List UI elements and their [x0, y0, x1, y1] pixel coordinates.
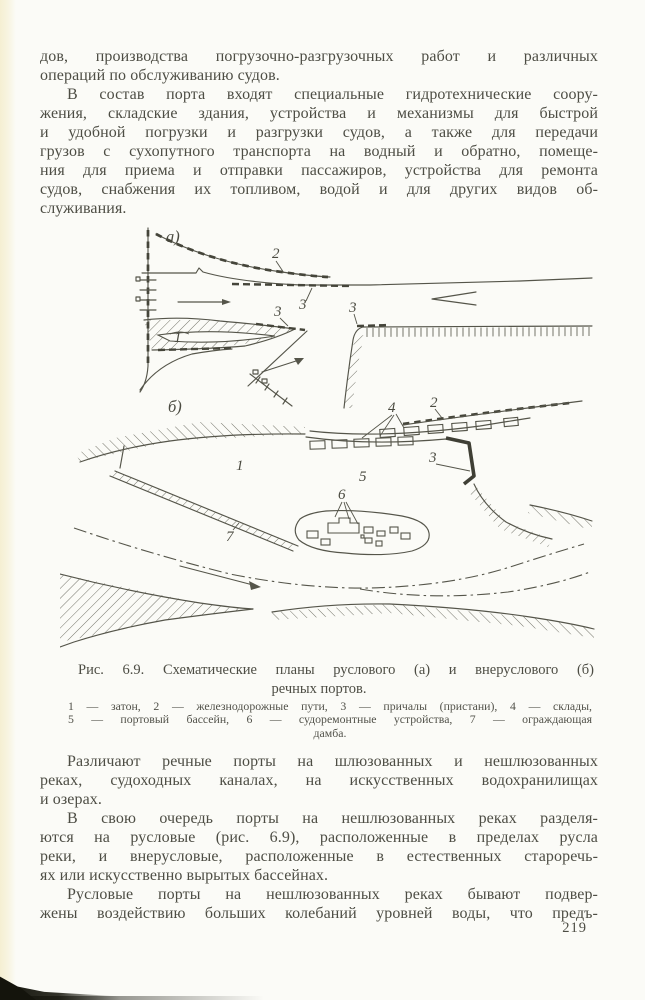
fairway-line	[360, 572, 590, 596]
fig-label-a: а)	[166, 227, 180, 246]
text-line: ния для приема и отправки пассажиров, устройства для ремонта	[40, 162, 598, 179]
text-line: Русловые порты на нешлюзованных реках бывают подвер-	[67, 886, 598, 903]
figure-6-9-schematic-port-plans	[60, 222, 600, 660]
text-line: и озерах.	[40, 791, 102, 808]
pier-3-upper	[232, 284, 350, 286]
spur-node	[253, 370, 258, 374]
flow-arrowhead	[222, 299, 231, 305]
text-line: дов, производства погрузочно-разгрузочных работ и различных	[40, 48, 598, 65]
upper-bank	[142, 268, 592, 285]
text-line: жены воздействию больших колебаний уровней воды, что предъ-	[40, 905, 598, 922]
fig-label-1: 1	[236, 458, 244, 474]
lower-left-bank	[140, 349, 232, 390]
text-line: В свою очередь порты на нешлюзованных реках разделя-	[67, 810, 598, 827]
right-bank	[344, 326, 592, 408]
fig-label-3: 3	[349, 300, 357, 316]
text-line: операций по обслуживанию судов.	[40, 67, 280, 84]
quay-wall-3	[446, 438, 474, 484]
page-edge-tint	[0, 0, 16, 1000]
text-line: грузов с сухопутного транспорта на водный и обратно, помеще-	[40, 143, 598, 160]
leader-line	[306, 288, 312, 301]
fig-label-3: 3	[429, 450, 437, 466]
legend-line: 5 — портовый бассейн, 6 — судоремонтные устройства, 7 — ограждающая	[68, 712, 592, 727]
bottom-right-bank-hatch	[272, 604, 594, 638]
pier-3-right	[357, 325, 390, 326]
fig-label-2: 2	[430, 395, 438, 411]
warehouses-row-upper	[380, 417, 519, 437]
text-line: жения, складские здания, устройства и механизмы для быстрой	[40, 105, 598, 122]
railway-2	[156, 234, 328, 277]
leader-line	[280, 318, 288, 326]
text-line: реках, судоходных каналах, на искусственных водохранилищах	[40, 772, 598, 789]
fig-label-6: 6	[338, 487, 346, 503]
text-line: ются на русловые (рис. 6.9), расположенные в пределах русла	[40, 829, 598, 846]
text-line: судов, снабжения их топливом, водой и для других видов об-	[40, 181, 598, 198]
caption-line: Рис. 6.9. Схематические планы руслового (а) и внеруслового (б)	[78, 662, 594, 678]
fig-label-4: 4	[388, 400, 396, 416]
fig-label-5: 5	[359, 469, 367, 485]
bottom-left-bank-hatch	[60, 574, 253, 642]
figure-legend	[68, 700, 592, 740]
paragraph-3	[40, 752, 598, 809]
bottom-edge-shadow	[0, 996, 300, 1000]
text-line: В состав порта входят специальные гидротехнические соору-	[67, 86, 598, 103]
legend-line: 1 — затон, 2 — железнодорожные пути, 3 — причалы (пристани), 4 — склады,	[68, 699, 592, 713]
right-bank-slope-hatch	[344, 335, 364, 408]
right-bank-hatch	[362, 327, 592, 337]
river-arrowhead	[249, 581, 261, 590]
railway-node	[136, 297, 140, 301]
text-line: служивания.	[40, 200, 127, 217]
paragraph-2	[40, 85, 598, 218]
channel-arrow	[262, 361, 296, 372]
leader-line	[436, 464, 470, 471]
page-number: 219	[562, 920, 587, 936]
warehouses-row-lower	[310, 437, 413, 450]
upper-shore-hatch	[76, 422, 305, 462]
diagram-b	[60, 395, 594, 647]
fig-label-1: 1	[174, 330, 182, 346]
paragraph-4	[40, 809, 598, 885]
river-spit	[432, 292, 476, 305]
caption-line: речных портов.	[271, 680, 367, 697]
dam-hatch	[110, 471, 298, 551]
fig-label-b: б)	[168, 397, 182, 416]
paragraph-1	[40, 47, 598, 85]
text-line: Различают речные порты на шлюзованных и нешлюзованных	[67, 753, 598, 770]
fig-label-3: 3	[274, 304, 282, 320]
paragraph-5	[40, 885, 598, 923]
diagram-a	[136, 227, 592, 408]
railway-2-base	[156, 234, 330, 277]
fairway-line	[74, 528, 584, 588]
railway-node	[136, 277, 140, 281]
text-line: и удобной погрузки и разгрузки судов, а также для передачи	[40, 124, 598, 141]
shipyard-buildings	[307, 518, 410, 546]
fig-label-7: 7	[226, 529, 234, 545]
fig-label-2: 2	[272, 246, 280, 262]
fig-label-3: 3	[299, 297, 307, 313]
legend-line: дамба.	[313, 725, 347, 740]
spur-node	[262, 379, 267, 383]
river-arrow	[180, 566, 253, 585]
figure-caption	[40, 661, 598, 698]
text-line: ях или искусственно вырытых бассейнах.	[40, 867, 329, 884]
leader-line	[435, 409, 442, 418]
text-line: реки, и внерусловые, расположенные в естественных староречь-	[40, 848, 598, 865]
spur-railway	[250, 374, 292, 406]
